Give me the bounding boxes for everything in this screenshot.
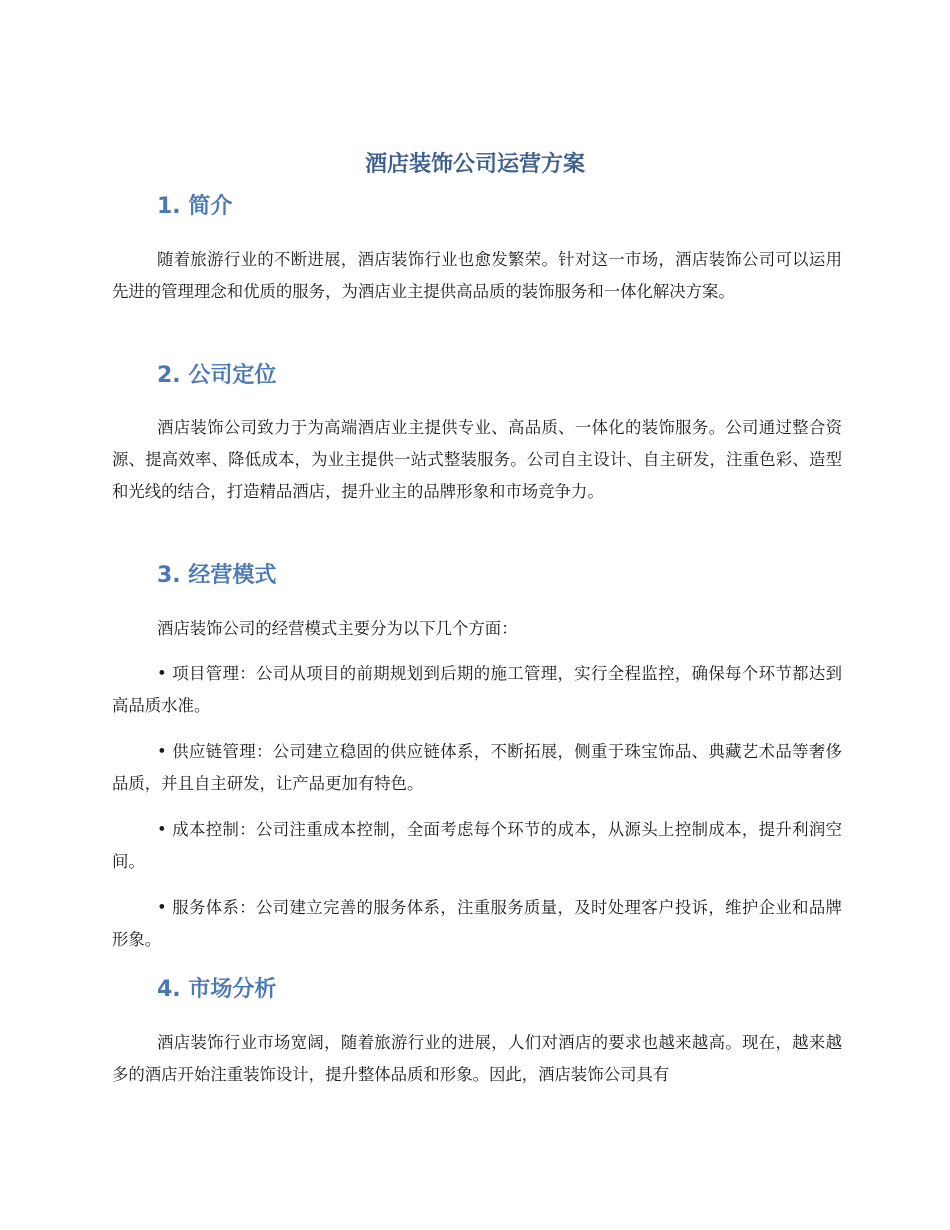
bullet-supply-chain: • 供应链管理：公司建立稳固的供应链体系，不断拓展，侧重于珠宝饰品、典藏艺术品等奢侈品质，并且自主研发，让产品更加有特色。 [112, 742, 842, 794]
bullet-service-system: • 服务体系：公司建立完善的服务体系，注重服务质量，及时处理客户投诉，维护企业和品牌形象。 [112, 898, 842, 950]
document-title: 酒店装饰公司运营方案 [364, 152, 585, 177]
section-heading-intro: 1. 简介 [157, 194, 233, 219]
bullet-project-management: • 项目管理：公司从项目的前期规划到后期的施工管理，实行全程监控，确保每个环节都达到高品质水准。 [112, 664, 842, 716]
section-heading-market-analysis: 4. 市场分析 [157, 977, 277, 1002]
market-analysis-paragraph: 酒店装饰行业市场宽阔，随着旅游行业的进展，人们对酒店的要求也越来越高。现在，越来越多的酒店开始注重装饰设计，提升整体品质和形象。因此，酒店装饰公司具有 [112, 1033, 842, 1085]
section-heading-business-model: 3. 经营模式 [157, 563, 277, 588]
intro-paragraph: 随着旅游行业的不断进展，酒店装饰行业也愈发繁荣。针对这一市场，酒店装饰公司可以运用先进的管理理念和优质的服务，为酒店业主提供高品质的装饰服务和一体化解决方案。 [112, 250, 842, 302]
bullet-cost-control: • 成本控制：公司注重成本控制，全面考虑每个环节的成本，从源头上控制成本，提升利润空间。 [112, 820, 842, 872]
business-model-intro: 酒店装饰公司的经营模式主要分为以下几个方面： [157, 619, 518, 638]
section-heading-positioning: 2. 公司定位 [157, 363, 277, 388]
positioning-paragraph: 酒店装饰公司致力于为高端酒店业主提供专业、高品质、一体化的装饰服务。公司通过整合资源、提高效率、降低成本，为业主提供一站式整装服务。公司自主设计、自主研发，注重色彩、造型和光线的结合，打造精品酒店，提升业主的品牌形象和市场竞争力。 [112, 418, 842, 502]
